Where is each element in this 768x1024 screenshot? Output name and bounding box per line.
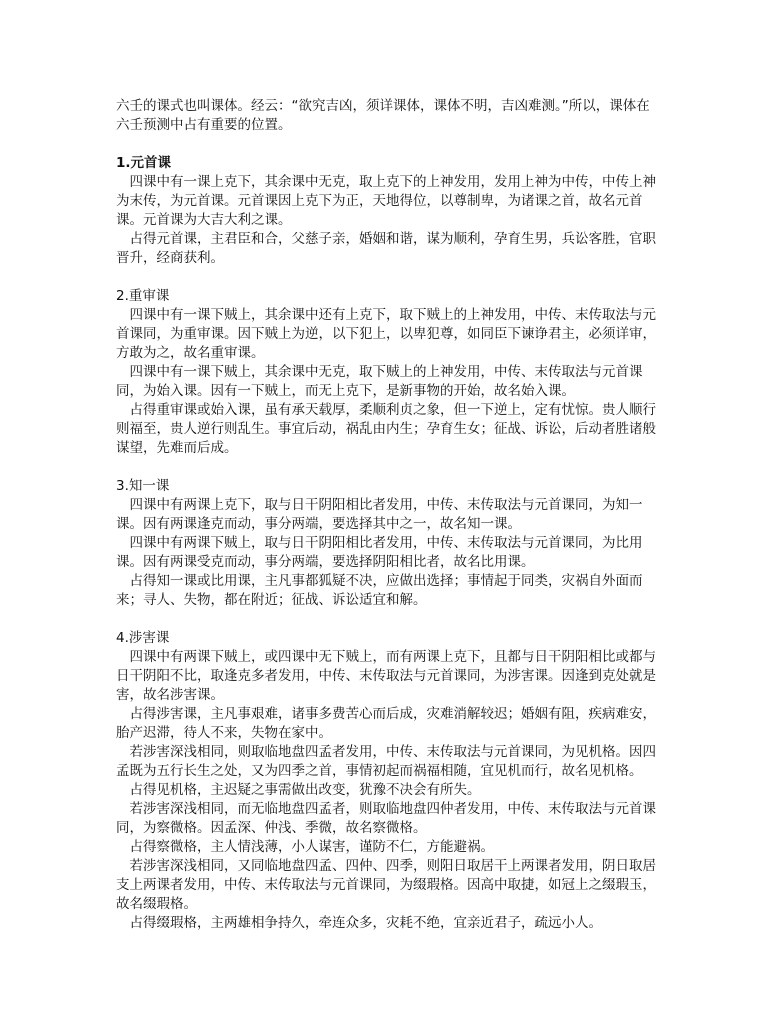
section-title: 2.重审课 [116, 288, 170, 304]
paragraph: 四课中有两课下贼上，取与日干阴阳相比者发用，中传、末传取法与元首课同，为比用课。因有两课受克而动，事分两端，要选择阴阳相比者，故名比用课。 [116, 535, 643, 570]
paragraph: 占得缀瑕格，主两雄相争持久，牵连众多，灾耗不绝，宜亲近君子，疏远小人。 [116, 915, 602, 931]
paragraph: 四课中有两课上克下，取与日干阴阳相比者发用，中传、末传取法与元首课同，为知一课。因有两课逢克而动，事分两端，要选择其中之一，故名知一课。 [116, 497, 643, 532]
paragraph: 若涉害深浅相同，而无临地盘四孟者，则取临地盘四仲者发用，中传、末传取法与元首课同，为察微格。因孟深、仲浅、季微，故名察微格。 [116, 801, 656, 836]
paragraph: 占得元首课，主君臣和合，父慈子亲，婚姻和谐，谋为顺利，孕育生男，兵讼客胜，官职晋升，经商获利。 [116, 231, 656, 266]
paragraph: 占得涉害课，主凡事艰难，诸事多费苦心而后成，灾难消解较迟；婚姻有阻，疾病难安，胎产迟滞，待人不来，失物在家中。 [116, 706, 656, 741]
intro-paragraph: 六壬的课式也叫课体。经云：“欲究吉凶，须详课体，课体不明，吉凶难测。”所以，课体在六壬预测中占有重要的位置。 [116, 98, 650, 133]
document-page [116, 97, 656, 933]
paragraph: 占得知一课或比用课，主凡事都狐疑不决，应做出选择；事情起于同类，灾祸自外面而来；寻人、失物，都在附近；征战、诉讼适宜和解。 [116, 573, 643, 608]
paragraph: 四课中有一课上克下，其余课中无克，取上克下的上神发用，发用上神为中传，中传上神为末传，为元首课。元首课因上克下为正，天地得位，以尊制卑，为诸课之首，故名元首课。元首课为大吉大利之课。 [116, 174, 656, 228]
paragraph: 占得重审课或始入课，虽有承天载厚，柔顺利贞之象，但一下逆上，定有忧惊。贵人顺行则福至，贵人逆行则乱生。事宜后动，祸乱由内生；孕育生女；征战、诉讼，后动者胜诸般谋望，先难而后成。 [116, 402, 656, 456]
section-title: 3.知一课 [116, 478, 170, 494]
section-title: 4.涉害课 [116, 630, 170, 646]
section-shehai [116, 629, 656, 933]
section-chongshen [116, 287, 656, 458]
paragraph: 四课中有两课下贼上，或四课中无下贼上，而有两课上克下，且都与日干阴阳相比或都与日干阴阳不比，取逢克多者发用，中传、末传取法与元首课同，为涉害课。因逢到克处就是害，故名涉害课。 [116, 649, 656, 703]
section-yuanshou [116, 154, 656, 268]
paragraph: 若涉害深浅相同，则取临地盘四孟者发用，中传、末传取法与元首课同，为见机格。因四孟既为五行长生之处，又为四季之首，事情初起而祸福相随，宜见机而行，故名见机格。 [116, 744, 656, 779]
paragraph: 若涉害深浅相同，又同临地盘四孟、四仲、四季，则阳日取居干上两课者发用，阴日取居支上两课者发用，中传、末传取法与元首课同，为缀瑕格。因高中取捷，如冠上之缀瑕玉，故名缀瑕格。 [116, 858, 656, 912]
section-title: 1.元首课 [116, 155, 172, 171]
paragraph: 占得察微格，主人情浅薄，小人谋害，谨防不仁，方能避祸。 [116, 839, 494, 855]
paragraph: 四课中有一课下贼上，其余课中无克，取下贼上的上神发用，中传、末传取法与元首课同，为始入课。因有一下贼上，而无上克下，是新事物的开始，故名始入课。 [116, 364, 643, 399]
paragraph: 占得见机格，主迟疑之事需做出改变，犹豫不决会有所失。 [116, 782, 481, 798]
section-zhiyi [116, 477, 656, 610]
paragraph: 四课中有一课下贼上，其余课中还有上克下，取下贼上的上神发用，中传、末传取法与元首课同，为重审课。因下贼上为逆，以下犯上，以卑犯尊，如同臣下谏诤君主，必须详审，方敢为之，故名重审课。 [116, 307, 656, 361]
